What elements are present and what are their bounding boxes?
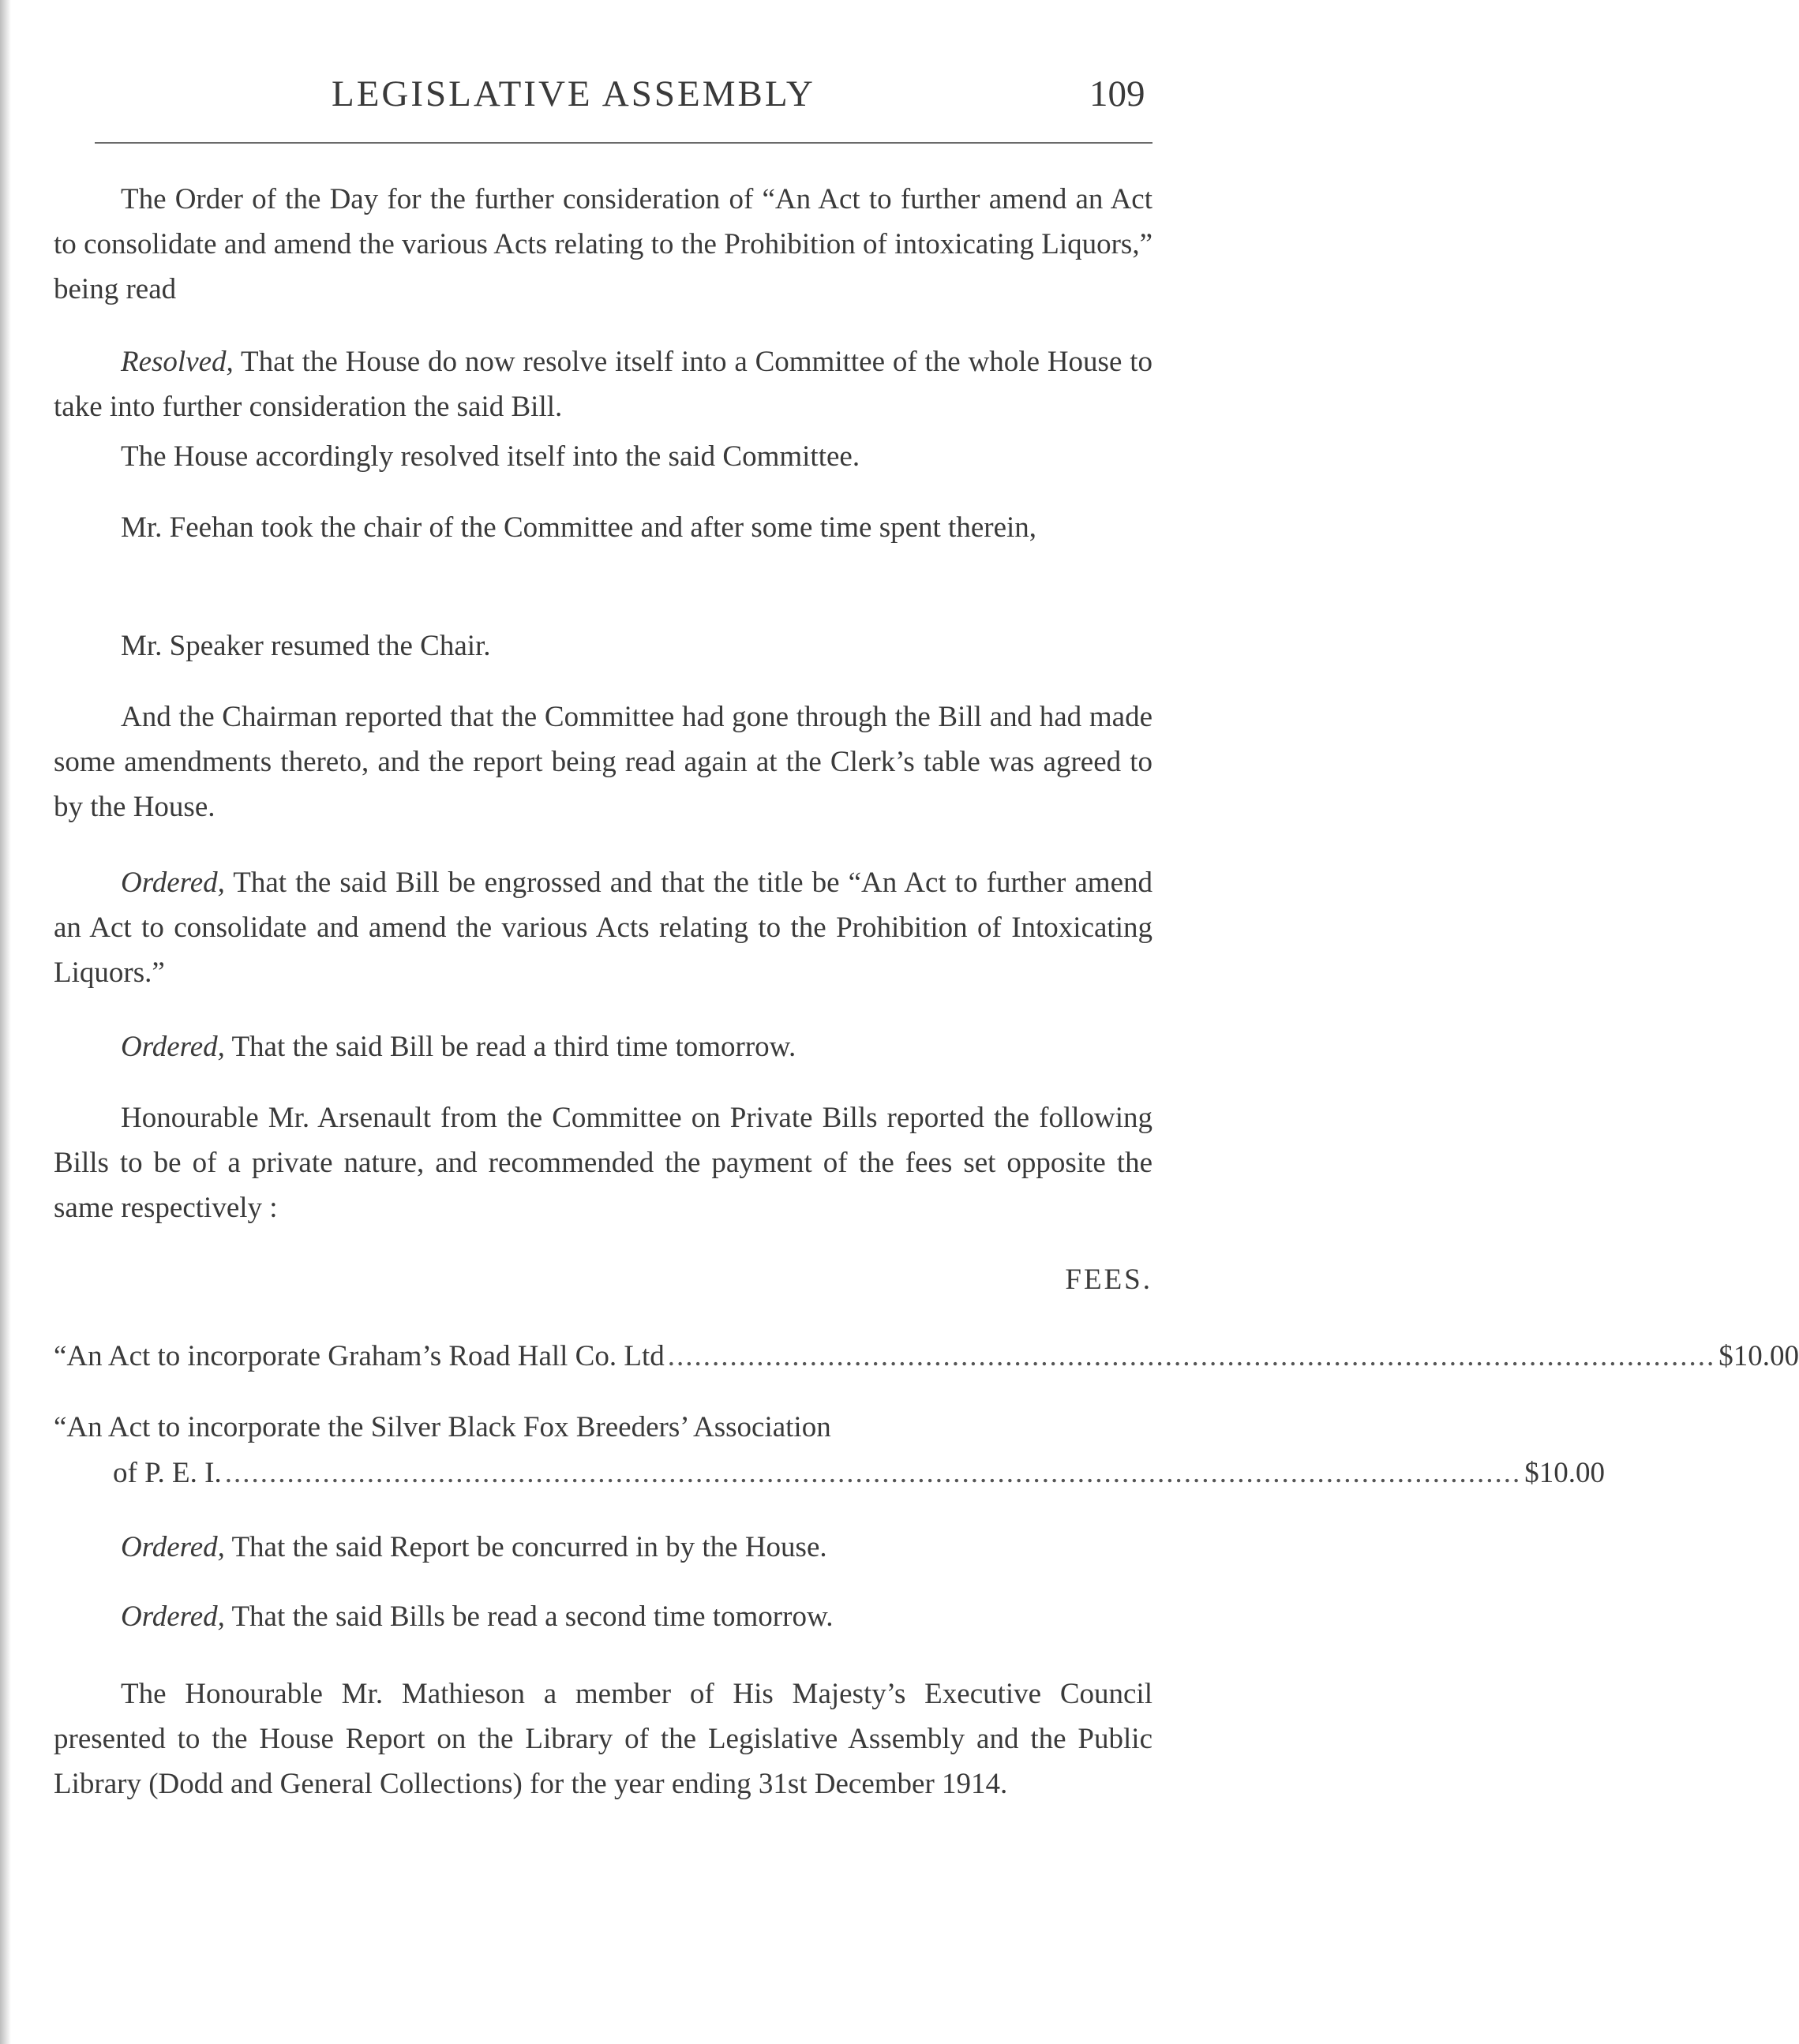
paragraph-text: That the said Bill be engrossed and that the title be “An Act to further amend an Act to consolidate and amend the various Acts relating to the Prohibition of Intoxicating Liquors.”	[54, 867, 1152, 989]
paragraph-ordered-second-reading	[54, 1594, 1152, 1639]
fee-item-title-continued: of P. E. I.	[113, 1457, 222, 1489]
paragraph-text: And the Chairman reported that the Committee had gone through the Bill and had made some amendments thereto, and the report being read again at the Clerk’s table was agreed to by the House.	[54, 701, 1152, 823]
page-edge-shadow	[0, 0, 11, 2044]
ordered-label: Ordered,	[121, 867, 225, 899]
fee-amount: $10.00	[1524, 1457, 1605, 1489]
header-rule	[95, 142, 1152, 144]
paragraph-text: The Order of the Day for the further consideration of “An Act to further amend an Act to consolidate and amend the various Acts relating to the Prohibition of intoxicating Liquors,” being read	[54, 183, 1152, 305]
leader-dots: ......................................................................................................................	[667, 1340, 1716, 1372]
paragraph-speaker	[54, 623, 1152, 668]
ordered-label: Ordered,	[121, 1600, 225, 1633]
paragraph-text: Mr. Feehan took the chair of the Committee and after some time spent therein,	[121, 511, 1037, 544]
ordered-label: Ordered,	[121, 1531, 225, 1563]
fee-item-title: “An Act to incorporate Graham’s Road Hall Co. Ltd	[54, 1340, 665, 1372]
paragraph-mathieson-report	[54, 1672, 1152, 1806]
paragraph-ordered-third-reading	[54, 1024, 1152, 1069]
paragraph-committee	[54, 434, 1152, 479]
running-header-title: LEGISLATIVE ASSEMBLY	[332, 73, 815, 114]
paragraph-chairman-report	[54, 694, 1152, 829]
paragraph-private-bills	[54, 1095, 1152, 1230]
paragraph-text: The House accordingly resolved itself into the said Committee.	[121, 440, 860, 473]
leader-dots: ..................................................................................................................................................	[224, 1457, 1522, 1489]
fee-item	[54, 1334, 1799, 1379]
paragraph-text: That the said Bill be read a third time tomorrow.	[224, 1031, 796, 1063]
paragraph-text: Honourable Mr. Arsenault from the Committee on Private Bills reported the following Bills to be of a private nature, and recommended the payment of the fees set opposite the same respectively :	[54, 1102, 1152, 1224]
fee-amount: $10.00	[1718, 1340, 1799, 1372]
paragraph-ordered-engrossed	[54, 860, 1152, 995]
paragraph-resolved	[54, 339, 1152, 429]
paragraph-feehan	[54, 505, 1152, 550]
resolved-label: Resolved,	[121, 346, 234, 378]
fee-item	[54, 1405, 1152, 1450]
paragraph-ordered-concurred	[54, 1525, 1152, 1570]
page-number: 109	[1089, 73, 1145, 114]
fee-item-title: “An Act to incorporate the Silver Black Fox Breeders’ Association	[54, 1411, 831, 1443]
paragraph-text: That the said Bills be read a second time tomorrow.	[224, 1600, 834, 1633]
fees-column-header: FEES.	[1065, 1263, 1152, 1296]
paragraph-order-of-day	[54, 177, 1152, 312]
ordered-label: Ordered,	[121, 1031, 225, 1063]
paragraph-text: The Honourable Mr. Mathieson a member of His Majesty’s Executive Council presented to the House Report on the Library of the Legislative Assembly and the Public Library (Dodd and General Collections) for the year ending 31st December 1914.	[54, 1678, 1152, 1800]
fee-item-continuation	[113, 1451, 1605, 1496]
paragraph-text: Mr. Speaker resumed the Chair.	[121, 630, 491, 662]
paragraph-text: That the said Report be concurred in by the House.	[224, 1531, 827, 1563]
paragraph-text: That the House do now resolve itself into a Committee of the whole House to take into further consideration the said Bill.	[54, 346, 1152, 423]
